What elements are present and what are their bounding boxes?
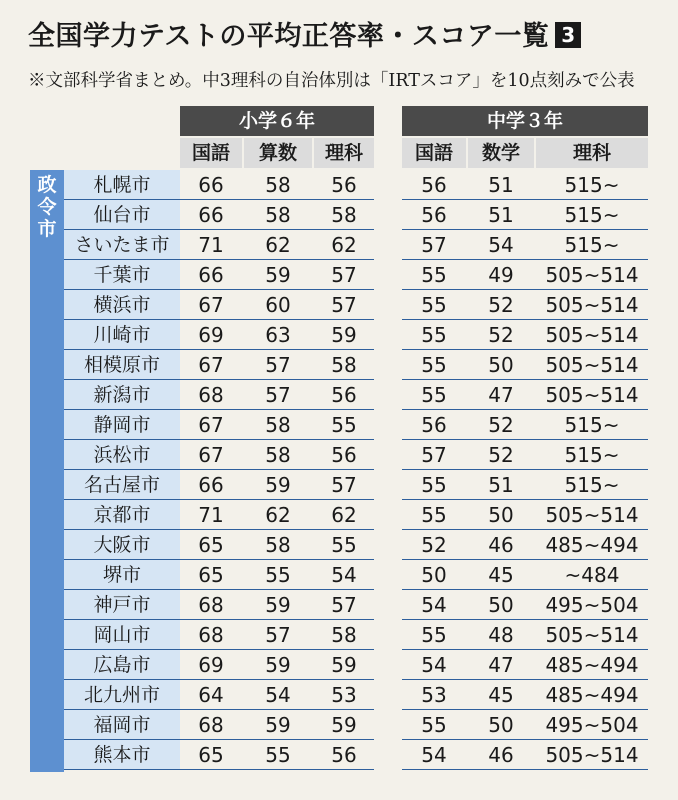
column-gap <box>374 740 402 770</box>
score-e-science: 59 <box>331 653 357 677</box>
score-j-science: 505~514 <box>545 323 639 347</box>
score-e-science: 55 <box>331 533 357 557</box>
header-junior-3rd: 中学３年 <box>402 106 648 136</box>
score-e-japanese: 65 <box>198 533 224 557</box>
column-gap <box>374 350 402 380</box>
page-number-badge: 3 <box>555 22 581 48</box>
score-e-japanese: 71 <box>198 233 224 257</box>
score-j-japanese: 52 <box>421 533 447 557</box>
score-e-math: 59 <box>265 653 291 677</box>
score-j-science: 515~ <box>564 473 620 497</box>
page-title <box>28 14 581 53</box>
score-e-math: 59 <box>265 593 291 617</box>
header-subject-e-japanese: 国語 <box>180 138 242 168</box>
header-subject-j-math: 数学 <box>468 138 534 168</box>
score-e-math: 57 <box>265 623 291 647</box>
column-gap <box>374 170 402 200</box>
score-e-science: 57 <box>331 293 357 317</box>
score-j-math: 50 <box>488 713 514 737</box>
column-gap <box>374 320 402 350</box>
score-j-japanese: 57 <box>421 233 447 257</box>
score-e-math: 58 <box>265 443 291 467</box>
score-e-science: 59 <box>331 323 357 347</box>
score-e-japanese: 66 <box>198 263 224 287</box>
column-gap <box>374 230 402 260</box>
column-gap <box>374 710 402 740</box>
score-e-science: 56 <box>331 743 357 767</box>
city-name: 川崎市 <box>64 320 180 350</box>
table-row <box>64 500 648 530</box>
score-e-math: 58 <box>265 173 291 197</box>
column-gap <box>374 440 402 470</box>
score-j-math: 45 <box>488 563 514 587</box>
score-j-math: 52 <box>488 443 514 467</box>
score-j-math: 52 <box>488 413 514 437</box>
score-e-science: 58 <box>331 623 357 647</box>
score-j-science: ~484 <box>564 563 620 587</box>
score-j-japanese: 53 <box>421 683 447 707</box>
score-j-science: 505~514 <box>545 293 639 317</box>
city-name: 新潟市 <box>64 380 180 410</box>
city-name: 横浜市 <box>64 290 180 320</box>
city-name: 広島市 <box>64 650 180 680</box>
score-j-math: 52 <box>488 293 514 317</box>
score-j-science: 505~514 <box>545 263 639 287</box>
column-gap <box>374 680 402 710</box>
score-e-science: 53 <box>331 683 357 707</box>
table-row <box>64 470 648 500</box>
score-e-science: 56 <box>331 383 357 407</box>
source-note: ※文部科学省まとめ。中3理科の自治体別は「IRTスコア」を10点刻みで公表 <box>28 71 635 91</box>
column-gap <box>374 500 402 530</box>
score-j-japanese: 54 <box>421 743 447 767</box>
category-label: 政令市 <box>37 174 57 240</box>
score-e-japanese: 69 <box>198 653 224 677</box>
score-j-japanese: 55 <box>421 293 447 317</box>
table-row <box>64 590 648 620</box>
score-j-japanese: 55 <box>421 353 447 377</box>
score-j-math: 50 <box>488 503 514 527</box>
score-e-math: 59 <box>265 713 291 737</box>
score-j-japanese: 55 <box>421 713 447 737</box>
column-gap <box>374 560 402 590</box>
score-j-japanese: 55 <box>421 503 447 527</box>
table-row <box>64 320 648 350</box>
table-row <box>64 230 648 260</box>
column-gap <box>374 650 402 680</box>
score-j-math: 54 <box>488 233 514 257</box>
score-e-japanese: 68 <box>198 713 224 737</box>
score-j-science: 515~ <box>564 443 620 467</box>
score-e-science: 54 <box>331 563 357 587</box>
score-j-math: 49 <box>488 263 514 287</box>
score-j-science: 515~ <box>564 203 620 227</box>
score-j-japanese: 55 <box>421 383 447 407</box>
score-j-science: 515~ <box>564 413 620 437</box>
score-e-japanese: 65 <box>198 743 224 767</box>
score-e-japanese: 67 <box>198 353 224 377</box>
header-subject-e-science: 理科 <box>314 138 374 168</box>
table-row <box>64 380 648 410</box>
header-subject-j-science: 理科 <box>536 138 648 168</box>
score-e-japanese: 68 <box>198 383 224 407</box>
city-name: 相模原市 <box>64 350 180 380</box>
header-elementary-6th: 小学６年 <box>180 106 374 136</box>
score-j-math: 45 <box>488 683 514 707</box>
score-e-science: 57 <box>331 263 357 287</box>
score-j-math: 47 <box>488 383 514 407</box>
column-gap <box>374 380 402 410</box>
score-e-japanese: 69 <box>198 323 224 347</box>
score-e-science: 62 <box>331 233 357 257</box>
score-e-math: 57 <box>265 383 291 407</box>
score-j-japanese: 50 <box>421 563 447 587</box>
score-e-japanese: 66 <box>198 173 224 197</box>
score-j-math: 51 <box>488 473 514 497</box>
column-gap <box>374 260 402 290</box>
city-name: 札幌市 <box>64 170 180 200</box>
score-j-math: 51 <box>488 203 514 227</box>
score-e-science: 62 <box>331 503 357 527</box>
column-gap <box>374 470 402 500</box>
score-e-science: 55 <box>331 413 357 437</box>
score-e-math: 54 <box>265 683 291 707</box>
score-e-japanese: 67 <box>198 293 224 317</box>
score-j-science: 515~ <box>564 173 620 197</box>
score-e-science: 57 <box>331 593 357 617</box>
score-j-math: 50 <box>488 593 514 617</box>
table-row <box>64 290 648 320</box>
column-gap <box>374 590 402 620</box>
score-j-science: 505~514 <box>545 743 639 767</box>
table-row <box>64 350 648 380</box>
city-name: 大阪市 <box>64 530 180 560</box>
city-name: 静岡市 <box>64 410 180 440</box>
score-j-math: 47 <box>488 653 514 677</box>
score-j-science: 505~514 <box>545 353 639 377</box>
score-j-japanese: 56 <box>421 203 447 227</box>
score-j-japanese: 55 <box>421 473 447 497</box>
score-j-science: 485~494 <box>545 683 639 707</box>
table-row <box>64 740 648 770</box>
city-name: 名古屋市 <box>64 470 180 500</box>
city-name: 千葉市 <box>64 260 180 290</box>
city-name: 熊本市 <box>64 740 180 770</box>
score-j-math: 46 <box>488 743 514 767</box>
table-row <box>64 650 648 680</box>
city-name: さいたま市 <box>64 230 180 260</box>
score-e-math: 62 <box>265 503 291 527</box>
table-row <box>64 410 648 440</box>
category-sidebar <box>30 170 64 772</box>
score-e-science: 56 <box>331 443 357 467</box>
score-e-science: 56 <box>331 173 357 197</box>
score-e-math: 59 <box>265 473 291 497</box>
table-row <box>64 560 648 590</box>
score-e-japanese: 67 <box>198 413 224 437</box>
score-e-science: 58 <box>331 353 357 377</box>
header-subject-j-japanese: 国語 <box>402 138 466 168</box>
table-row <box>64 200 648 230</box>
score-e-japanese: 68 <box>198 623 224 647</box>
city-name: 仙台市 <box>64 200 180 230</box>
score-e-science: 58 <box>331 203 357 227</box>
city-name: 神戸市 <box>64 590 180 620</box>
score-j-math: 50 <box>488 353 514 377</box>
score-table <box>64 170 648 770</box>
score-e-science: 59 <box>331 713 357 737</box>
score-e-math: 60 <box>265 293 291 317</box>
score-j-japanese: 57 <box>421 443 447 467</box>
city-name: 京都市 <box>64 500 180 530</box>
column-gap <box>374 200 402 230</box>
score-j-science: 485~494 <box>545 533 639 557</box>
title-text: 全国学力テストの平均正答率・スコア一覧 <box>28 21 550 52</box>
table-row <box>64 680 648 710</box>
score-j-japanese: 54 <box>421 593 447 617</box>
score-e-japanese: 64 <box>198 683 224 707</box>
score-j-science: 505~514 <box>545 383 639 407</box>
score-j-math: 48 <box>488 623 514 647</box>
score-e-math: 58 <box>265 413 291 437</box>
score-j-science: 515~ <box>564 233 620 257</box>
score-j-math: 52 <box>488 323 514 347</box>
score-e-japanese: 66 <box>198 473 224 497</box>
score-e-science: 57 <box>331 473 357 497</box>
score-j-science: 505~514 <box>545 503 639 527</box>
score-j-japanese: 55 <box>421 623 447 647</box>
score-e-math: 59 <box>265 263 291 287</box>
city-name: 堺市 <box>64 560 180 590</box>
score-e-math: 63 <box>265 323 291 347</box>
score-e-japanese: 66 <box>198 203 224 227</box>
city-name: 浜松市 <box>64 440 180 470</box>
column-gap <box>374 410 402 440</box>
column-gap <box>374 530 402 560</box>
score-e-math: 57 <box>265 353 291 377</box>
score-e-japanese: 71 <box>198 503 224 527</box>
score-e-math: 58 <box>265 203 291 227</box>
column-gap <box>374 290 402 320</box>
score-j-japanese: 55 <box>421 263 447 287</box>
score-e-japanese: 67 <box>198 443 224 467</box>
score-e-math: 55 <box>265 563 291 587</box>
score-j-japanese: 55 <box>421 323 447 347</box>
table-row <box>64 710 648 740</box>
header-subject-e-math: 算数 <box>244 138 312 168</box>
score-e-math: 58 <box>265 533 291 557</box>
score-j-science: 485~494 <box>545 653 639 677</box>
score-j-math: 51 <box>488 173 514 197</box>
score-j-math: 46 <box>488 533 514 557</box>
table-row <box>64 170 648 200</box>
score-e-math: 55 <box>265 743 291 767</box>
score-e-japanese: 65 <box>198 563 224 587</box>
score-j-science: 505~514 <box>545 623 639 647</box>
table-row <box>64 620 648 650</box>
city-name: 北九州市 <box>64 680 180 710</box>
table-row <box>64 260 648 290</box>
score-j-japanese: 54 <box>421 653 447 677</box>
score-e-japanese: 68 <box>198 593 224 617</box>
table-row <box>64 530 648 560</box>
score-j-japanese: 56 <box>421 173 447 197</box>
table-row <box>64 440 648 470</box>
score-e-math: 62 <box>265 233 291 257</box>
city-name: 福岡市 <box>64 710 180 740</box>
score-j-science: 495~504 <box>545 593 639 617</box>
score-j-science: 495~504 <box>545 713 639 737</box>
column-gap <box>374 620 402 650</box>
city-name: 岡山市 <box>64 620 180 650</box>
score-j-japanese: 56 <box>421 413 447 437</box>
